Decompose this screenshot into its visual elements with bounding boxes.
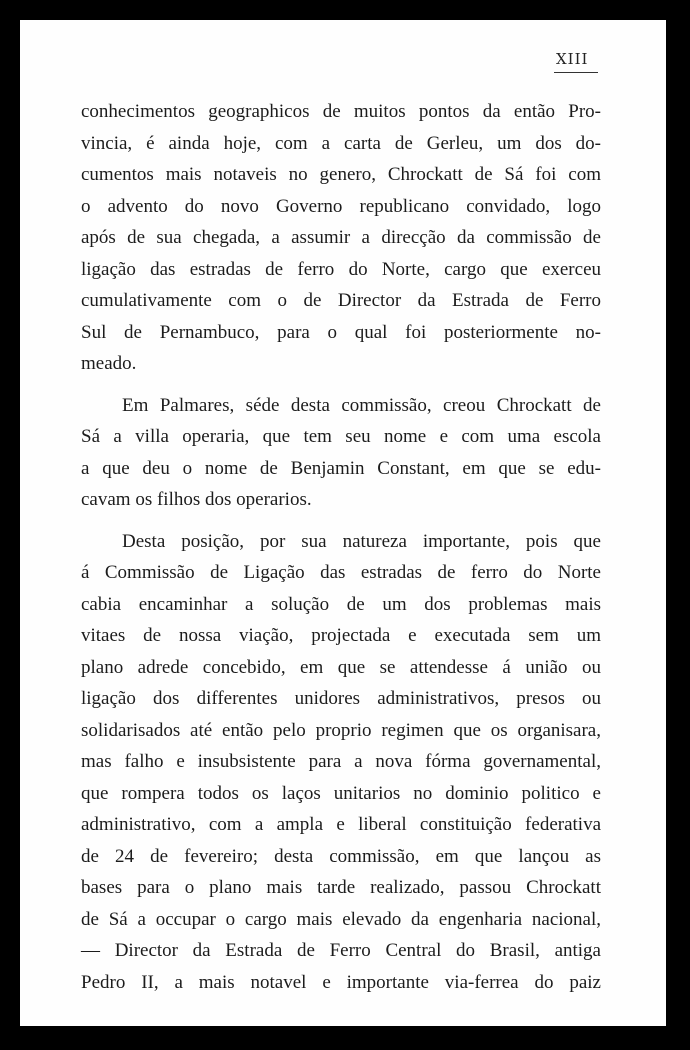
text-line: conhecimentos geographicos de muitos pontos da então Pro- (81, 101, 601, 122)
text-line: cumulativamente com o de Director da Estrada de Ferro (81, 290, 601, 311)
text-line: de 24 de fevereiro; desta commissão, em que lançou as (81, 845, 601, 867)
text-line: Sul de Pernambuco, para o qual foi posteriormente no- (81, 321, 601, 343)
book-page (20, 20, 666, 1026)
page-number: XIII (556, 50, 589, 68)
paragraph (81, 96, 601, 380)
text-line: a que deu o nome de Benjamin Constant, em que se edu- (81, 457, 601, 479)
text-line: ligação das estradas de ferro do Norte, cargo que exerceu (81, 258, 601, 280)
text-line: cumentos mais notaveis no genero, Chrockatt de Sá foi com (81, 164, 601, 185)
text-line: cavam os filhos dos operarios. (81, 489, 312, 510)
text-line: cabia encaminhar a solução de um dos problemas mais (81, 593, 601, 615)
text-line: o advento do novo Governo republicano convidado, logo (81, 195, 601, 217)
paragraph (81, 390, 601, 516)
text-line: que rompera todos os laços unitarios no dominio politico e (81, 782, 601, 804)
text-line: Desta posição, por sua natureza importante, pois que (122, 530, 601, 552)
text-line: vitaes de nossa viação, projectada e executada sem um (81, 625, 601, 646)
text-line: de Sá a occupar o cargo mais elevado da engenharia nacional, (81, 908, 601, 930)
text-line: meado. (81, 353, 137, 374)
text-line: Pedro II, a mais notavel e importante via-ferrea do paiz (81, 971, 601, 993)
text-line: administrativo, com a ampla e liberal constituição federativa (81, 814, 601, 835)
text-line: á Commissão de Ligação das estradas de ferro do Norte (81, 562, 601, 583)
page-number-rule (554, 72, 598, 73)
text-line: Em Palmares, séde desta commissão, creou Chrockatt de (122, 394, 601, 416)
text-line: vincia, é ainda hoje, com a carta de Gerleu, um dos do- (81, 132, 601, 154)
paragraph (81, 526, 601, 999)
text-line: mas falho e insubsistente para a nova fórma governamental, (81, 751, 601, 772)
text-line: bases para o plano mais tarde realizado, passou Chrockatt (81, 877, 601, 898)
text-line: após de sua chegada, a assumir a direcção da commissão de (81, 227, 601, 248)
text-line: Sá a villa operaria, que tem seu nome e com uma escola (81, 426, 601, 447)
text-line: plano adrede concebido, em que se attendesse á união ou (81, 656, 601, 678)
body-text (81, 96, 601, 998)
text-line: solidarisados até então pelo proprio regimen que os organisara, (81, 719, 601, 741)
text-line: ligação dos differentes unidores administrativos, presos ou (81, 688, 601, 709)
text-line: — Director da Estrada de Ferro Central do Brasil, antiga (81, 940, 601, 961)
